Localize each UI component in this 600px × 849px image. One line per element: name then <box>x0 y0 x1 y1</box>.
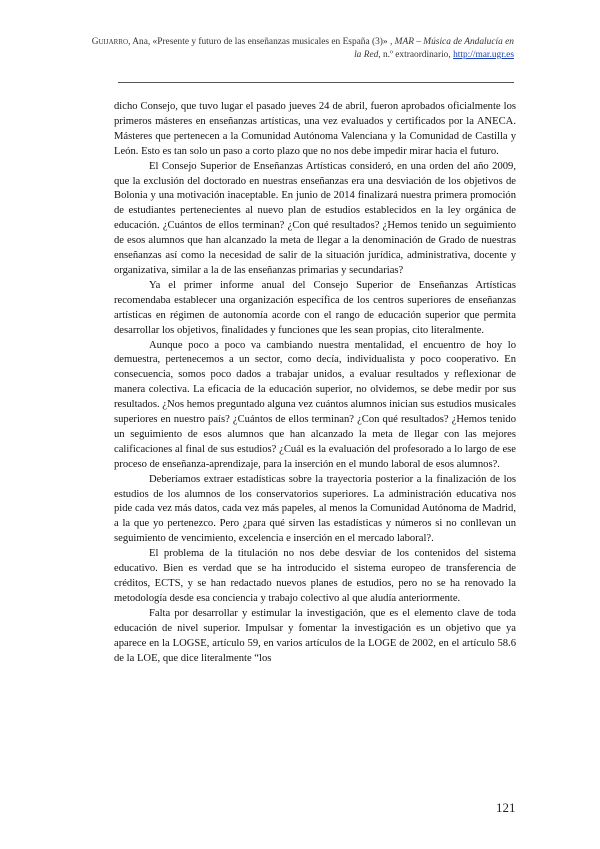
header-divider <box>118 82 514 83</box>
article-body <box>114 100 516 666</box>
paragraph: dicho Consejo, que tuvo lugar el pasado jueves 24 de abril, fueron aprobados oficialmente los primeros másteres en enseñanzas artísticas, una vez evaluados y certificados por la ANECA. Másteres que pertenecen a la Comunidad Autónoma Valenciana y la Comunidad de Castilla y León. Esto es tan solo un paso a corto plazo que no nos debe impedir mirar hacia el futuro. <box>114 101 516 157</box>
paragraph: Aunque poco a poco va cambiando nuestra mentalidad, el encuentro de hoy lo demuestra, pertenecemos a un sector, como decía, individualista y poco cooperativo. En consecuencia, somos poco dados a trabajar unidos, a evaluar resultados y reflexionar de manera colectiva. La eficacia de la educación superior, no olvidemos, se debe medir por sus resultados. ¿Nos hemos preguntado alguna vez cuántos alumnos inician sus estudios musicales superiores en nuestro país? ¿Cuántos de ellos terminan? ¿Con qué resultados? ¿Hemos tenido un seguimiento de esos alumnos que han alcanzado la meta de llegar con las mejores calificaciones al final de sus estudios? ¿Cuál es la evaluación del profesorado a lo largo de ese proceso de enseñanza-aprendizaje, para la inserción en el mundo laboral de esos alumnos?. <box>114 339 516 470</box>
header-author-surname: Guijarro <box>91 37 129 47</box>
header-journal-title: MAR – Música de Andalucía en la Red <box>354 37 514 60</box>
paragraph: El Consejo Superior de Enseñanzas Artísticas consideró, en una orden del año 2009, que la exclusión del doctorado en nuestras enseñanzas era una desviación de los objetivos de Bolonia y una motivación inaceptable. En junio de 2014 finalizará nuestra primera promoción de estudiantes pertenecientes al nuevo plan de estudios establecidos en la ley orgánica de educación. ¿Cuántos de ellos terminan? ¿Con qué resultados? ¿Hemos tenido un seguimiento de esos alumnos que han alcanzado la meta de llegar a la denominación de Grado de nuestras enseñanzas así como la necesidad de salir de la situación jurídica, administrativa, docente y organizativa, similar a la de las enseñanzas primarias y secundarias? <box>114 160 516 276</box>
paragraph: Deberíamos extraer estadísticas sobre la trayectoria posterior a la finalización de los estudios de los alumnos de los conservatorios superiores. La administración educativa nos pide cada vez más datos, cada vez más papeles, al menos la Comunidad Autónoma de Madrid, a la que yo pertenezco. Pero ¿para qué sirven las estadísticas y números si no conllevan un seguimiento de vencimiento, excelencia e inserción en el mercado laboral?. <box>114 473 516 545</box>
header-citation: , Ana, «Presente y futuro de las enseñanzas musicales en España (3)» , <box>128 37 393 47</box>
header-journal-link[interactable]: http://mar.ugr.es <box>453 50 514 60</box>
paragraph: Falta por desarrollar y estimular la investigación, que es el elemento clave de toda educación de nivel superior. Impulsar y fomentar la investigación es un objetivo que ya aparece en la LOGSE, artículo 59, en varios artículos de la LOGE de 2002, en el artículo 58.6 de la LOE, que dice literalmente “los <box>114 607 516 664</box>
header-issue: , n.º extraordinario, <box>378 50 451 60</box>
paragraph: El problema de la titulación no nos debe desviar de los contenidos del sistema educativo. Bien es verdad que se ha introducido el sistema europeo de transferencia de créditos, ECTS, y se han redactado nuevos planes de estudios, pero no se ha renovado la metodología desde esa conciencia y trabajo colectivo al que aludía anteriormente. <box>114 548 516 604</box>
paragraph: Ya el primer informe anual del Consejo Superior de Enseñanzas Artísticas recomendaba establecer una organización específica de los centros superiores de enseñanzas artísticas en régimen de autonomía acorde con el rango de educación superior que permita desarrollar los objetivos, finalidades y funciones que les sean propias, cito literalmente. <box>114 279 516 336</box>
page-number: 121 <box>496 800 516 815</box>
running-header <box>84 36 514 62</box>
